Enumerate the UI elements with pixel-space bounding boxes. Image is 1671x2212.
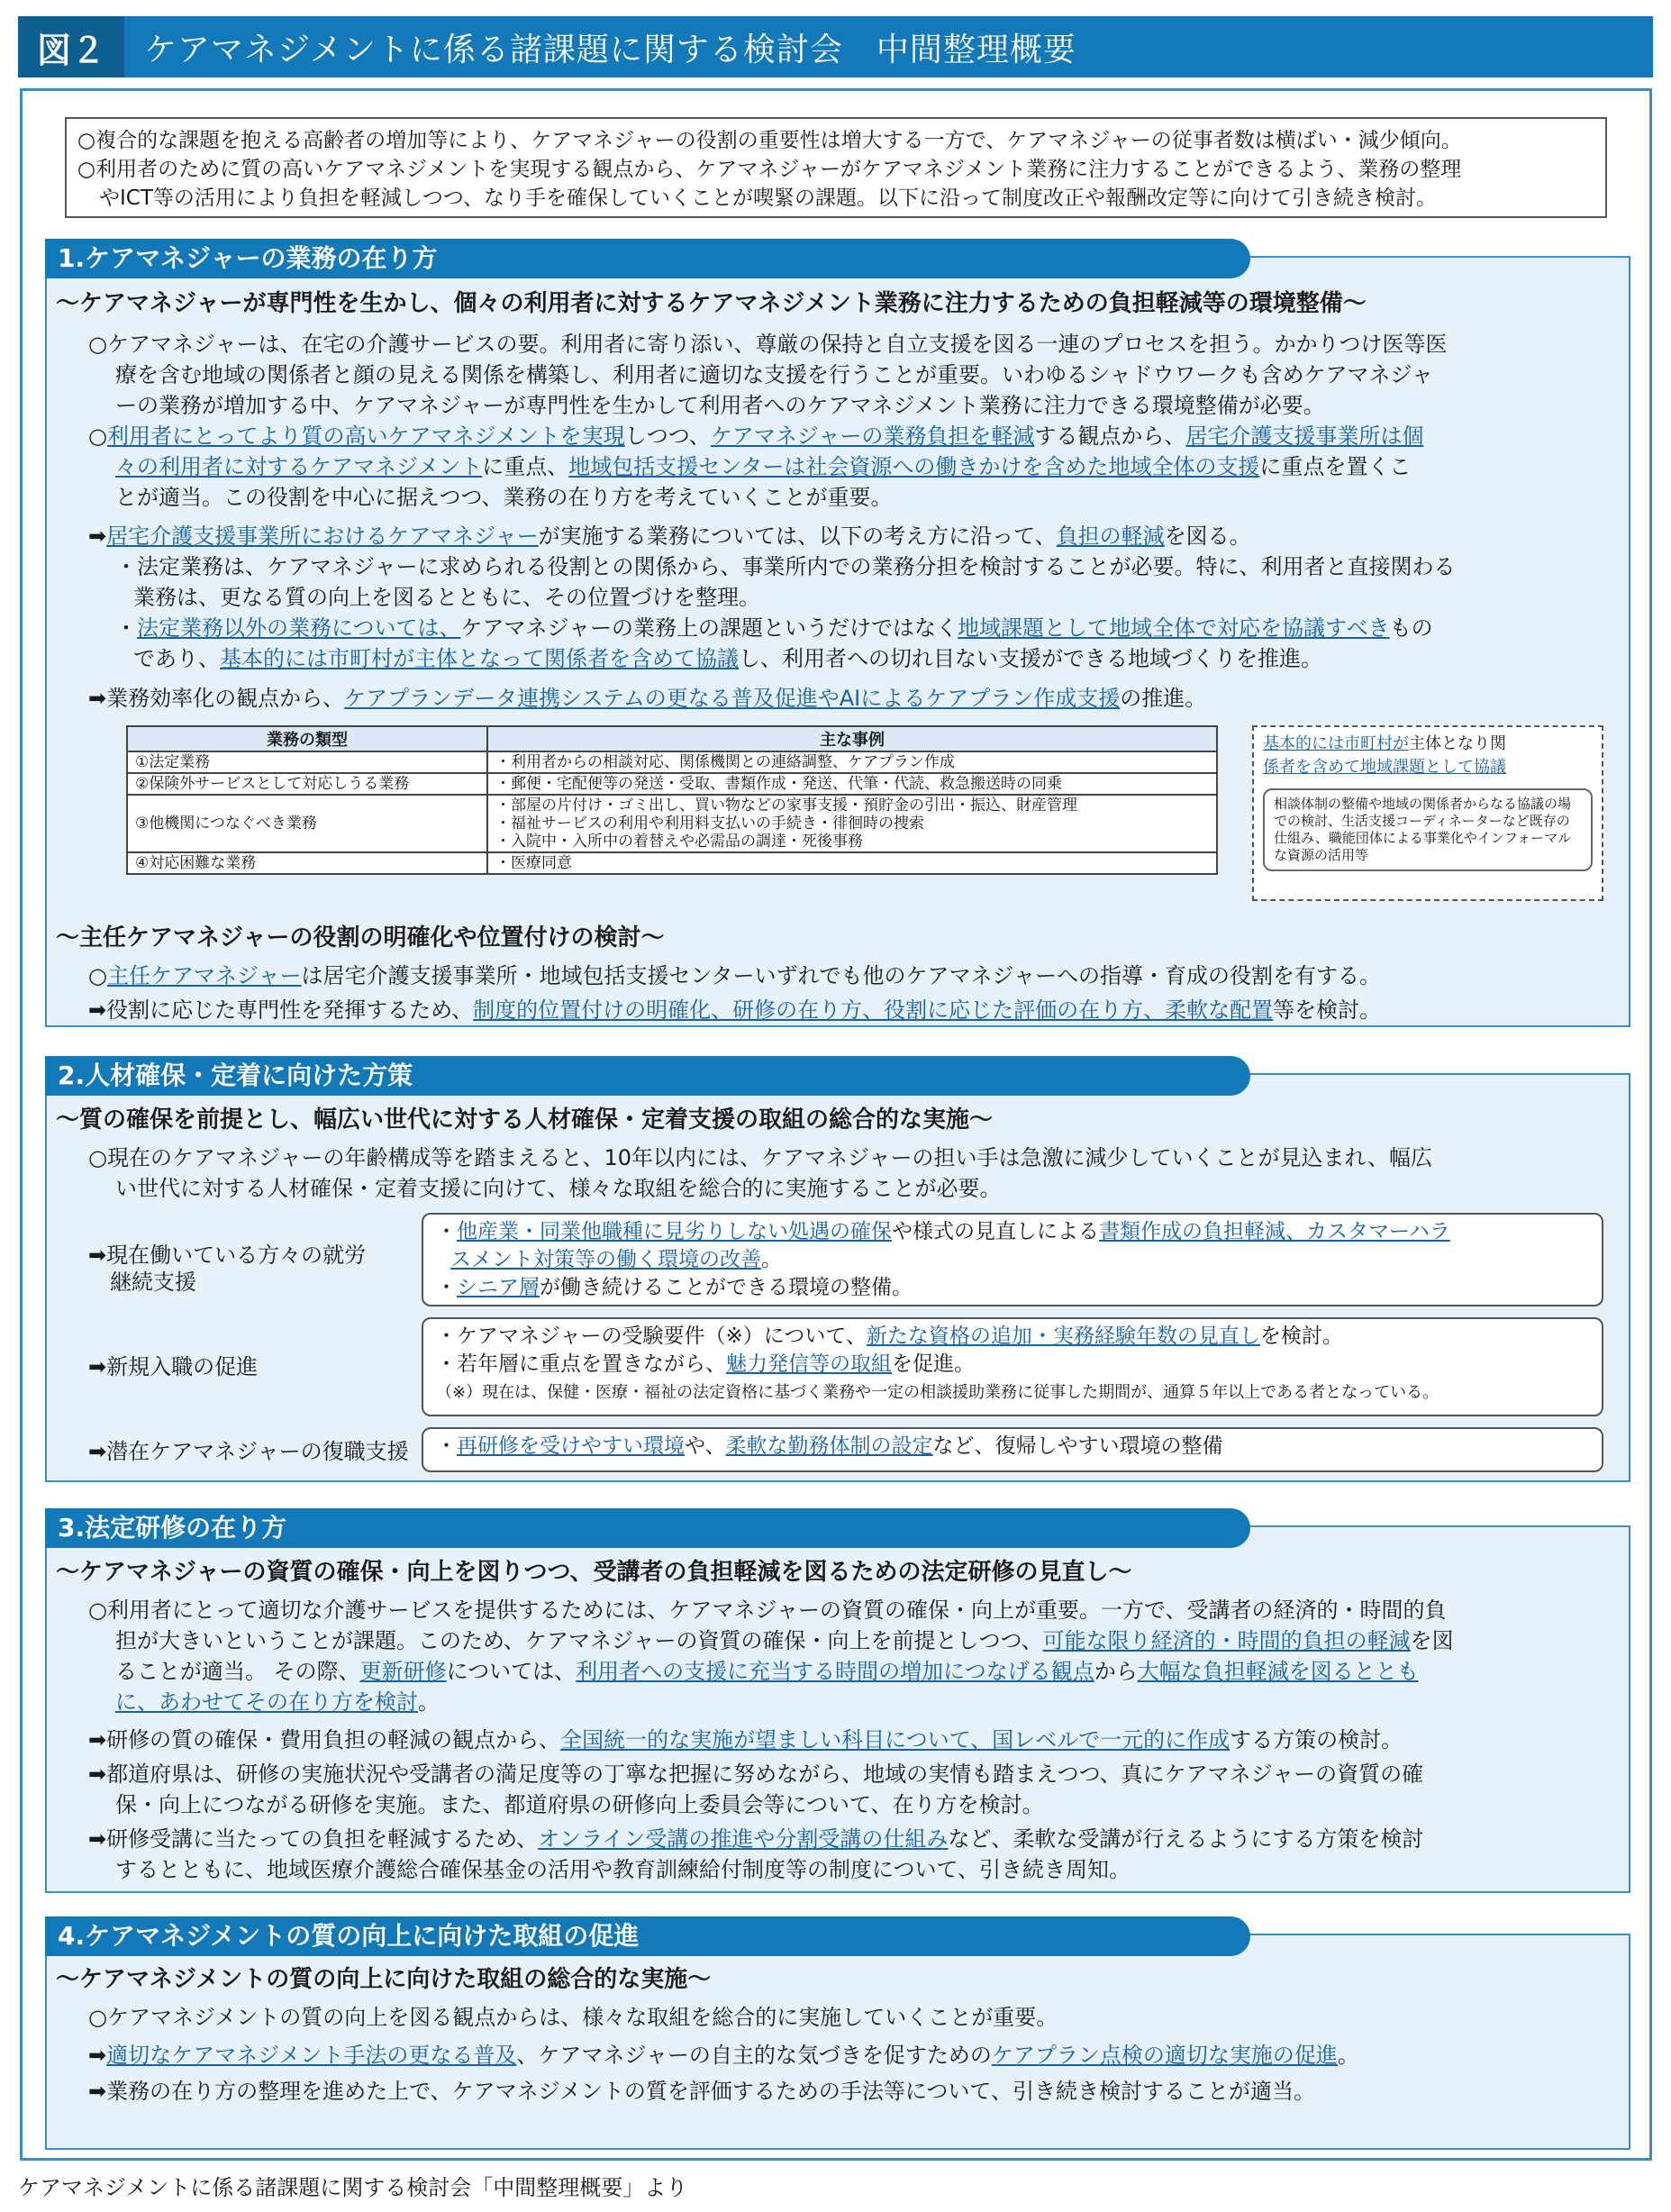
arrow-line: ➡居宅介護支援事業所におけるケアマネジャーが実施する業務については、以下の考え方に沿って、負担の軽減を図る。 [88,523,1251,549]
figure-title: ケアマネジメントに係る諸課題に関する検討会 中間整理概要 [144,31,1076,68]
table-cell: ③他機関につなぐべき業務 [127,795,487,852]
note-detail: 相談体制の整備や地域の関係者からなる協議の場での検討、生活支援コーディネーターなど既存の仕組み、職能団体による事業化やインフォーマルな資源の活用等 [1263,788,1593,871]
figure-number: 図２ [18,16,124,77]
paragraph-line: い世代に対する人材確保・定着支援に向けて、様々な取組を総合的に実施することが必要。 [115,1176,1002,1201]
intro-box [65,117,1607,218]
arrow-line: 保・向上につながる研修を実施。また、都道府県の研修向上委員会等について、在り方を検討。 [115,1792,1044,1817]
paragraph-line: ○主任ケアマネジャーは居宅介護支援事業所・地域包括支援センターいずれでも他のケアマネジャーへの指導・育成の役割を有する。 [88,963,1382,988]
bullet-line: ・法定業務以外の業務については、ケアマネジャーの業務上の課題というだけではなく地域課題として地域全体で対応を協議すべきもの [115,615,1433,641]
bullet-line: 業務は、更なる質の向上を図るとともに、その位置づけを整理。 [133,585,760,610]
section-4-heading: 4.ケアマネジメントの質の向上に向けた取組の促進 [45,1916,1250,1956]
arrow-line: ➡業務効率化の観点から、ケアプランデータ連携システムの更なる普及促進やAIによるケアプラン作成支援の推進。 [88,686,1207,711]
paragraph-line: ーの業務が増加する中、ケアマネジャーが専門性を生かして利用者へのケアマネジメント業務に注力できる環境整備が必要。 [115,393,1325,418]
arrow-line: ➡業務の在り方の整理を進めた上で、ケアマネジメントの質を評価するための手法等について、引き続き検討することが適当。 [88,2079,1315,2104]
table-header: 主な事例 [487,726,1217,751]
row-label: ➡新規入職の促進 [88,1354,259,1379]
paragraph-line: 担が大きいということが課題。このため、ケアマネジャーの資質の確保・向上を前提としつつ、可能な限り経済的・時間的負担の軽減を図 [115,1628,1454,1653]
intro-line: ○複合的な課題を抱える高齢者の増加等により、ケアマネジャーの役割の重要性は増大する一方で、ケアマネジャーの従事者数は横ばい・減少傾向。 [77,129,1462,152]
paragraph-line: ○利用者にとってより質の高いケアマネジメントを実現しつつ、ケアマネジャーの業務負担を軽減する観点から、居宅介護支援事業所は個 [88,423,1424,449]
paragraph-line: とが適当。この役割を中心に据えつつ、業務の在り方を考えていくことが重要。 [115,485,893,510]
paragraph-line: に、あわせてその在り方を検討。 [115,1689,440,1715]
table-header-row [127,726,1217,751]
measure-box [422,1427,1603,1472]
municipality-note-box [1252,725,1603,901]
table-row [127,751,1217,773]
section-2-heading: 2.人材確保・定着に向けた方策 [45,1056,1250,1096]
paragraph-line: 々の利用者に対するケアマネジメントに重点、地域包括支援センターは社会資源への働きかけを含めた地域全体の支援に重点を置くこ [115,454,1412,479]
box-line: ・シニア層が働き続けることができる環境の整備。 [436,1276,913,1299]
box-line: スメント対策等の働く環境の改善。 [450,1248,782,1271]
section-1-subheading: ～主任ケアマネジャーの役割の明確化や位置付けの検討～ [56,924,665,951]
table-cell: ・郵便・宅配便等の発送・受取、書類作成・発送、代筆・代読、救急搬送時の同乗 [487,773,1217,795]
section-3-heading: 3.法定研修の在り方 [45,1508,1250,1548]
table-cell: ②保険外サービスとして対応しうる業務 [127,773,487,795]
arrow-line: ➡研修の質の確保・費用負担の軽減の観点から、全国統一的な実施が望ましい科目について、国レベルで一元的に作成する方策の検討。 [88,1727,1403,1752]
source-caption: ケアマネジメントに係る諸課題に関する検討会「中間整理概要」より [18,2175,688,2200]
table-cell: ・医療同意 [487,852,1217,874]
section-3-subheading: ～ケアマネジャーの資質の確保・向上を図りつつ、受講者の負担軽減を図るための法定研修の見直し～ [56,1559,1132,1586]
figure-header [18,16,1653,77]
box-line: ・他産業・同業他職種に見劣りしない処遇の確保や様式の見直しによる書類作成の負担軽減、カスタマーハラ [436,1220,1450,1243]
table-row [127,773,1217,795]
arrow-line: ➡都道府県は、研修の実施状況や受講者の満足度等の丁寧な把握に努めながら、地域の実情も踏まえつつ、真にケアマネジャーの資質の確 [88,1761,1424,1787]
paragraph-line: ○利用者にとって適切な介護サービスを提供するためには、ケアマネジャーの資質の確保・向上が重要。一方で、受講者の経済的・時間的負 [88,1598,1447,1623]
paragraph-line: ることが適当。 その際、更新研修については、利用者への支援に充当する時間の増加につなげる観点から大幅な負担軽減を図るととも [115,1659,1419,1684]
box-line: ・ケアマネジャーの受験要件（※）について、新たな資格の追加・実務経験年数の見直しを検討。 [436,1324,1343,1348]
bullet-line: ・法定業務は、ケアマネジャーに求められる役割との関係から、事業所内での業務分担を検討することが必要。特に、利用者と直接関わる [115,554,1456,579]
note-heading: 基本的には市町村が主体となり関 係者を含めて地域課題として協議 [1263,734,1506,777]
arrow-line: ➡役割に応じた専門性を発揮するため、制度的位置付けの明確化、研修の在り方、役割に応じた評価の在り方、柔軟な配置等を検討。 [88,997,1382,1023]
row-label: ➡潜在ケアマネジャーの復職支援 [88,1439,409,1464]
paragraph-line: 療を含む地域の関係者と顔の見える関係を構築し、利用者に適切な支援を行うことが重要。いわゆるシャドウワークも含めケアマネジャ [115,362,1434,387]
intro-line: ○利用者のために質の高いケアマネジメントを実現する観点から、ケアマネジャーがケアマネジメント業務に注力することができるよう、業務の整理 [77,158,1462,181]
paragraph-line: ○ケアマネジメントの質の向上を図る観点からは、様々な取組を総合的に実施していくことが重要。 [88,2005,1058,2030]
box-line: ・再研修を受けやすい環境や、柔軟な勤務体制の設定など、復帰しやすい環境の整備 [436,1434,1223,1458]
intro-line: やICT等の活用により負担を軽減しつつ、なり手を確保していくことが喫緊の課題。以下に沿って制度改正や報酬改定等に向けて引き続き検討。 [99,187,1437,210]
bullet-line: であり、基本的には市町村が主体となって関係者を含めて協議し、利用者への切れ目ない支援ができる地域づくりを推進。 [133,646,1322,671]
paragraph-line: ○現在のケアマネジャーの年齢構成等を踏まえると、10年以内には、ケアマネジャーの担い手は急激に減少していくことが見込まれ、幅広 [88,1145,1432,1170]
table-row [127,852,1217,874]
arrow-line: するとともに、地域医療介護総合確保基金の活用や教育訓練給付制度等の制度について、引き続き周知。 [115,1857,1131,1882]
section-1-heading: 1.ケアマネジャーの業務の在り方 [45,239,1250,278]
task-type-table [126,725,1218,875]
arrow-line: ➡研修受講に当たっての負担を軽減するため、オンライン受講の推進や分割受講の仕組みなど、柔軟な受講が行えるようにする方策を検討 [88,1826,1424,1852]
measure-box [422,1213,1603,1306]
section-4-subheading: ～ケアマネジメントの質の向上に向けた取組の総合的な実施～ [56,1966,712,1993]
arrow-line: ➡適切なケアマネジメント手法の更なる普及、ケアマネジャーの自主的な気づきを促すためのケアプラン点検の適切な実施の促進。 [88,2043,1359,2068]
row-label: ➡現在働いている方々の就労 継続支援 [88,1243,367,1295]
table-cell: ・利用者からの相談対応、関係機関との連絡調整、ケアプラン作成 [487,751,1217,773]
table-cell: ①法定業務 [127,751,487,773]
section-1-subheading: ～ケアマネジャーが専門性を生かし、個々の利用者に対するケアマネジメント業務に注力するための負担軽減等の環境整備～ [56,290,1367,317]
table-cell: ・部屋の片付け・ゴミ出し、買い物などの家事支援・預貯金の引出・振込、財産管理 ・福祉サービスの利用や利用料支払いの手続き・徘徊時の捜索 ・入院中・入所中の着替えや必需品の調達・死後事務 [487,795,1217,852]
table-cell: ④対応困難な業務 [127,852,487,874]
box-footnote: （※）現在は、保健・医療・福祉の法定資格に基づく業務や一定の相談援助業務に従事した期間が、通算５年以上である者となっている。 [436,1383,1439,1402]
table-row [127,795,1217,852]
box-line: ・若年層に重点を置きながら、魅力発信等の取組を促進。 [436,1352,975,1376]
section-2-subheading: ～質の確保を前提とし、幅広い世代に対する人材確保・定着支援の取組の総合的な実施～ [56,1106,994,1133]
paragraph-line: ○ケアマネジャーは、在宅の介護サービスの要。利用者に寄り添い、尊厳の保持と自立支援を図る一連のプロセスを担う。かかりつけ医等医 [88,332,1448,357]
table-header: 業務の類型 [127,726,487,751]
measure-box [422,1317,1603,1416]
